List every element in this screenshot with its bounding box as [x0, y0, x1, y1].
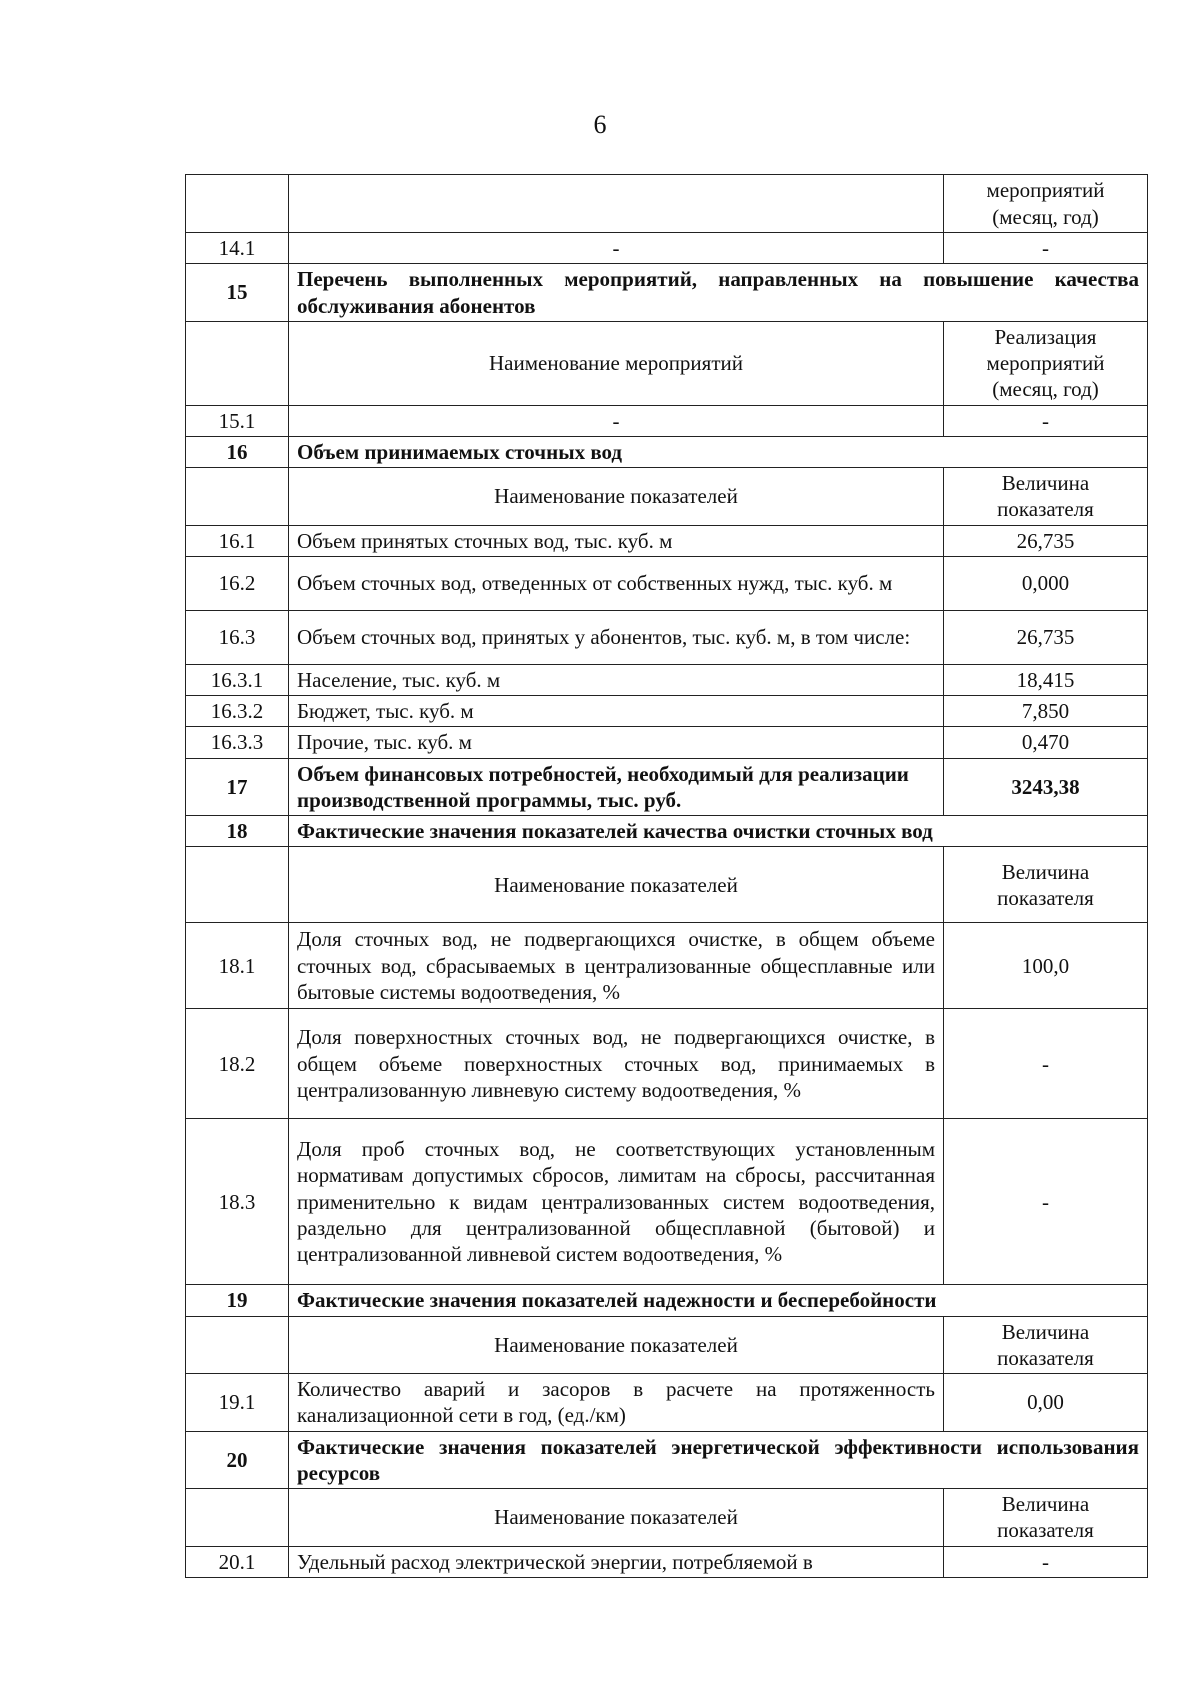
row-name-cell: [289, 175, 944, 233]
row-number: 18.3: [186, 1119, 289, 1285]
row-name: -: [289, 233, 944, 264]
row-value: 18,415: [944, 664, 1148, 695]
row-number: 18.2: [186, 1009, 289, 1119]
section-number: 17: [186, 758, 289, 816]
section-title: Фактические значения показателей надежности и бесперебойности: [289, 1285, 1148, 1316]
row-value: -: [944, 405, 1148, 436]
table-row: [186, 610, 1148, 664]
table-row: [186, 1009, 1148, 1119]
table-row: [186, 696, 1148, 727]
row-number-cell: [186, 1316, 289, 1374]
section-number: 20: [186, 1431, 289, 1489]
section-value: 3243,38: [944, 758, 1148, 816]
table-row: [186, 233, 1148, 264]
row-name: Доля проб сточных вод, не соответствующих установленным нормативам допустимых сбросов, лимитам на сбросы, рассчитанная применительно к видам централизованных систем водоотведения, раздельно для централизованной общесплавной (бытовой) и централизованной ливневой систем водоотведения, %: [289, 1119, 944, 1285]
row-name: Доля поверхностных сточных вод, не подвергающихся очистке, в общем объеме поверхностных сточных вод, принимаемых в централизованную ливневую систему водоотведения, %: [289, 1009, 944, 1119]
section-number: 16: [186, 436, 289, 467]
value-column-header: Реализация мероприятий (месяц, год): [944, 321, 1148, 405]
section-row: [186, 436, 1148, 467]
section-row: [186, 1431, 1148, 1489]
row-value: -: [944, 233, 1148, 264]
row-name: Объем сточных вод, принятых у абонентов, тыс. куб. м, в том числе:: [289, 610, 944, 664]
section-number: 15: [186, 264, 289, 322]
row-value: -: [944, 1546, 1148, 1577]
row-number-cell: [186, 321, 289, 405]
section-row: [186, 264, 1148, 322]
table-row: [186, 1374, 1148, 1432]
row-name: -: [289, 405, 944, 436]
row-number: 14.1: [186, 233, 289, 264]
section-title: Объем финансовых потребностей, необходимый для реализации производственной программы, тыс. руб.: [289, 758, 944, 816]
row-number: 19.1: [186, 1374, 289, 1432]
name-column-header: Наименование показателей: [289, 1489, 944, 1547]
row-value: 100,0: [944, 923, 1148, 1009]
row-value: -: [944, 1119, 1148, 1285]
section-title: Фактические значения показателей качества очистки сточных вод: [289, 816, 1148, 847]
row-number: 16.3.3: [186, 727, 289, 758]
row-value: 26,735: [944, 610, 1148, 664]
section-row: [186, 1285, 1148, 1316]
page-number: 6: [593, 110, 607, 139]
row-value: 0,00: [944, 1374, 1148, 1432]
row-name: Количество аварий и засоров в расчете на протяженность канализационной сети в год, (ед./км): [289, 1374, 944, 1432]
table-row: [186, 727, 1148, 758]
section-title: Перечень выполненных мероприятий, направленных на повышение качества обслуживания абонентов: [289, 264, 1148, 322]
name-column-header: Наименование показателей: [289, 468, 944, 526]
row-number: 16.1: [186, 525, 289, 556]
header-row: [186, 847, 1148, 923]
row-number-cell: [186, 1489, 289, 1547]
value-column-header: Величина показателя: [944, 1316, 1148, 1374]
row-number: 16.3.2: [186, 696, 289, 727]
value-column-header: Величина показателя: [944, 468, 1148, 526]
name-column-header: Наименование показателей: [289, 1316, 944, 1374]
table-row: [186, 664, 1148, 695]
row-number: 15.1: [186, 405, 289, 436]
table-row: [186, 1546, 1148, 1577]
indicators-table: [185, 174, 1148, 1578]
row-name: Объем сточных вод, отведенных от собственных нужд, тыс. куб. м: [289, 556, 944, 610]
row-name: Объем принятых сточных вод, тыс. куб. м: [289, 525, 944, 556]
section-number: 19: [186, 1285, 289, 1316]
table-row: [186, 556, 1148, 610]
row-name: Бюджет, тыс. куб. м: [289, 696, 944, 727]
row-value: 0,000: [944, 556, 1148, 610]
header-row: [186, 468, 1148, 526]
row-number: 18.1: [186, 923, 289, 1009]
section-number: 18: [186, 816, 289, 847]
row-number-cell: [186, 175, 289, 233]
section-title: Фактические значения показателей энергетической эффективности использования ресурсов: [289, 1431, 1148, 1489]
section-row: [186, 816, 1148, 847]
value-column-header: Величина показателя: [944, 847, 1148, 923]
table-row: [186, 175, 1148, 233]
row-number-cell: [186, 847, 289, 923]
row-value: 7,850: [944, 696, 1148, 727]
row-number-cell: [186, 468, 289, 526]
value-column-header: Величина показателя: [944, 1489, 1148, 1547]
row-value: 26,735: [944, 525, 1148, 556]
section-title: Объем принимаемых сточных вод: [289, 436, 1148, 467]
header-row: [186, 1489, 1148, 1547]
row-number: 20.1: [186, 1546, 289, 1577]
row-number: 16.3.1: [186, 664, 289, 695]
name-column-header: Наименование мероприятий: [289, 321, 944, 405]
value-header-cell: мероприятий (месяц, год): [944, 175, 1148, 233]
row-value: -: [944, 1009, 1148, 1119]
row-number: 16.3: [186, 610, 289, 664]
row-number: 16.2: [186, 556, 289, 610]
section-row: [186, 758, 1148, 816]
table-row: [186, 1119, 1148, 1285]
row-name: Прочие, тыс. куб. м: [289, 727, 944, 758]
header-row: [186, 1316, 1148, 1374]
table-row: [186, 525, 1148, 556]
row-name: Доля сточных вод, не подвергающихся очистке, в общем объеме сточных вод, сбрасываемых в централизованные общесплавные или бытовые системы водоотведения, %: [289, 923, 944, 1009]
name-column-header: Наименование показателей: [289, 847, 944, 923]
row-name: Удельный расход электрической энергии, потребляемой в: [289, 1546, 944, 1577]
row-value: 0,470: [944, 727, 1148, 758]
table-row: [186, 405, 1148, 436]
table-row: [186, 923, 1148, 1009]
row-name: Население, тыс. куб. м: [289, 664, 944, 695]
header-row: [186, 321, 1148, 405]
